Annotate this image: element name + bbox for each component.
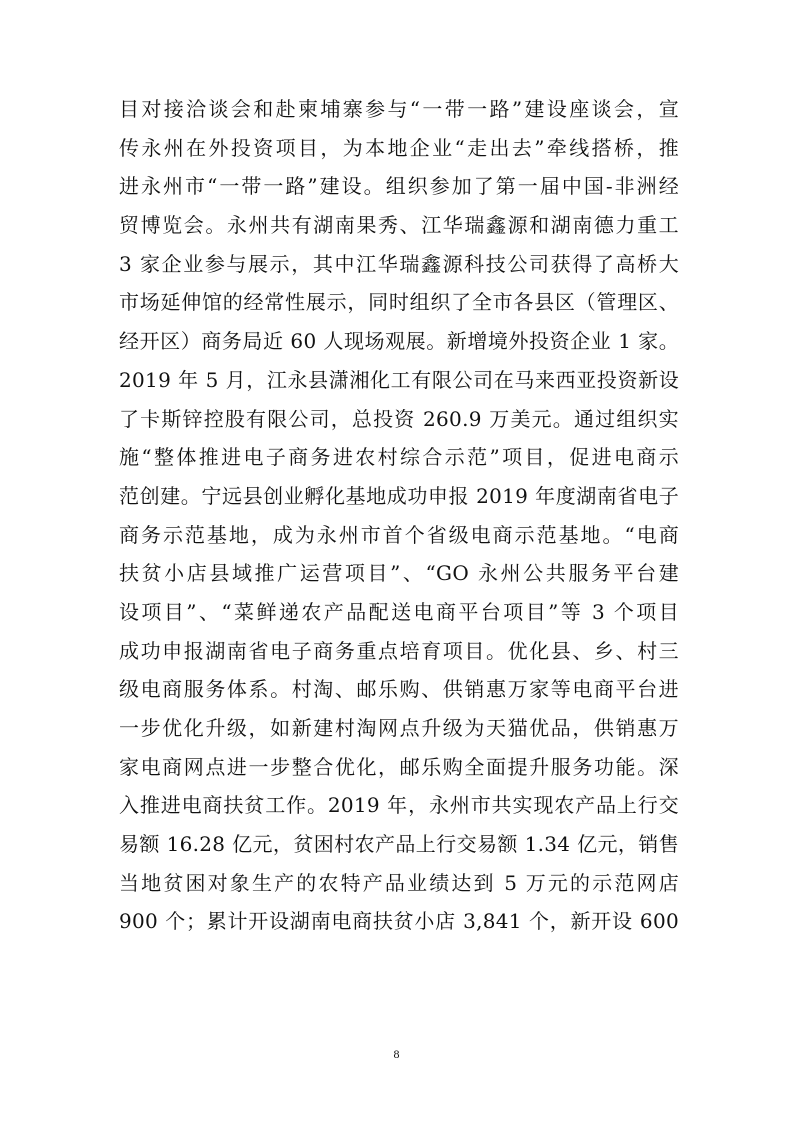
text-line-11: 范创建。宁远县创业孵化基地成功申报 2019 年度湖南省电子 — [119, 483, 679, 508]
text-line-5: 3 家企业参与展示，其中江华瑞鑫源科技公司获得了高桥大 — [119, 251, 679, 276]
text-line-22: 900 个；累计开设湖南电商扶贫小店 3,841 个，新开设 600 — [119, 909, 679, 934]
text-line-10: 施“整体推进电子商务进农村综合示范”项目，促进电商示 — [119, 445, 679, 470]
text-line-6: 市场延伸馆的经常性展示，同时组织了全市各县区（管理区、 — [119, 290, 679, 315]
body-text — [119, 90, 679, 941]
page-number: 8 — [393, 1047, 400, 1061]
text-line-19: 入推进电商扶贫工作。2019 年，永州市共实现农产品上行交 — [119, 793, 679, 818]
text-line-2: 传永州在外投资项目，为本地企业“走出去”牵线搭桥，推 — [119, 135, 679, 160]
text-line-9: 了卡斯锌控股有限公司，总投资 260.9 万美元。通过组织实 — [119, 406, 679, 431]
text-line-8: 2019 年 5 月，江永县潇湘化工有限公司在马来西亚投资新设 — [119, 367, 679, 392]
text-line-21: 当地贫困对象生产的农特产品业绩达到 5 万元的示范网店 — [119, 870, 679, 895]
text-line-16: 级电商服务体系。村淘、邮乐购、供销惠万家等电商平台进 — [119, 677, 679, 702]
text-line-17: 一步优化升级，如新建村淘网点升级为天猫优品，供销惠万 — [119, 716, 679, 740]
text-line-15: 成功申报湖南省电子商务重点培育项目。优化县、乡、村三 — [119, 638, 679, 663]
text-line-7: 经开区）商务局近 60 人现场观展。新增境外投资企业 1 家。 — [119, 329, 679, 354]
text-line-12: 商务示范基地，成为永州市首个省级电商示范基地。“电商 — [119, 522, 679, 547]
text-line-14: 设项目”、“菜鲜递农产品配送电商平台项目”等 3 个项目 — [119, 599, 679, 624]
text-line-1: 目对接洽谈会和赴柬埔寨参与“一带一路”建设座谈会，宣 — [119, 97, 679, 121]
text-line-13: 扶贫小店县域推广运营项目”、“GO 永州公共服务平台建 — [119, 561, 679, 586]
text-line-3: 进永州市“一带一路”建设。组织参加了第一届中国-非洲经 — [119, 174, 679, 199]
text-line-20: 易额 16.28 亿元，贫困村农产品上行交易额 1.34 亿元，销售 — [119, 832, 679, 857]
text-line-4: 贸博览会。永州共有湖南果秀、江华瑞鑫源和湖南德力重工 — [119, 213, 679, 238]
text-line-18: 家电商网点进一步整合优化，邮乐购全面提升服务功能。深 — [119, 754, 679, 779]
